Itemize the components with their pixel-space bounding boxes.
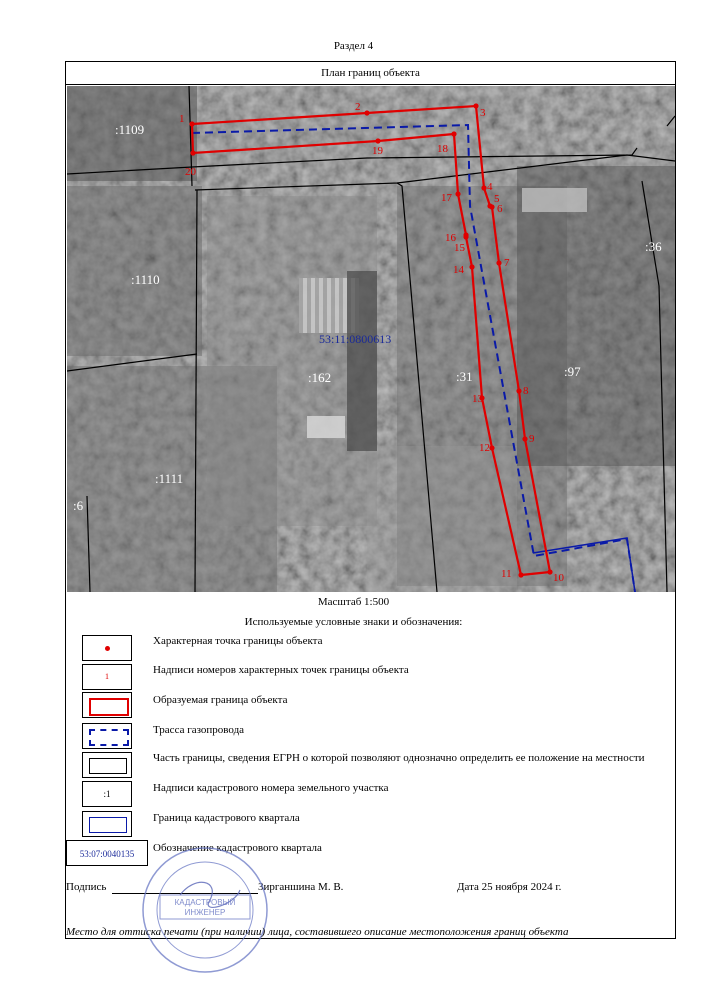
legend-text: Надписи номеров характерных точек границы объекта: [153, 664, 409, 676]
legend-text: Надписи кадастрового номера земельного участка: [153, 782, 389, 794]
legend-point-symbol: [82, 635, 132, 661]
stamp-place-note: Место для оттиска печати (при наличии) лица, составившего описание местоположения границ объекта: [66, 926, 569, 938]
legend-quarter-number-symbol: [66, 840, 148, 866]
map-svg: [67, 86, 675, 592]
building-roof: [347, 271, 377, 451]
boundary-point-marker: [364, 110, 369, 115]
parcel-label: :1111: [155, 471, 184, 486]
legend-point-label-symbol: [82, 664, 132, 690]
map-scale: Масштаб 1:500: [317, 596, 390, 608]
svg-text:КАДАСТРОВЫЙ: КАДАСТРОВЫЙ: [174, 898, 236, 907]
parcel-label: :31: [456, 369, 473, 384]
boundary-point-marker: [469, 264, 474, 269]
parcel-label: :6: [73, 498, 84, 513]
legend-title: Используемые условные знаки и обозначения:: [244, 616, 463, 628]
boundary-point-marker: [190, 150, 195, 155]
point-label: 6: [497, 203, 503, 215]
legend-text: Трасса газопровода: [153, 724, 245, 736]
boundary-point-marker: [481, 185, 486, 190]
legend-sample: 53:07:0040135: [79, 849, 135, 859]
point-label: 17: [441, 192, 452, 204]
point-label: 14: [453, 264, 464, 276]
point-label: 1: [179, 113, 185, 125]
point-label: 15: [454, 242, 465, 254]
legend-sample: 1: [105, 672, 109, 681]
boundary-point-marker: [463, 232, 468, 237]
point-label: 18: [437, 143, 448, 155]
boundary-point-marker: [489, 445, 494, 450]
point-label: 3: [480, 107, 486, 119]
signature-date: Дата 25 ноября 2024 г.: [457, 881, 562, 893]
legend-text: Граница кадастрового квартала: [153, 812, 300, 824]
point-label: 8: [523, 385, 529, 397]
legend-egrn-boundary-symbol: [82, 752, 132, 778]
boundary-point-marker: [522, 436, 527, 441]
legend-formed-boundary-symbol: [82, 692, 132, 718]
point-label: 11: [501, 568, 512, 580]
boundary-point-marker: [189, 121, 194, 126]
signature-label: Подпись: [66, 881, 107, 893]
quarter-number-label: 53:11:0800613: [319, 332, 392, 346]
boundary-point-marker: [516, 388, 521, 393]
point-label: 16: [445, 232, 456, 244]
legend-quarter-boundary-symbol: [82, 811, 132, 837]
point-label: 12: [479, 442, 490, 454]
svg-text:ИНЖЕНЕР: ИНЖЕНЕР: [184, 908, 226, 917]
boundary-point-marker: [489, 204, 494, 209]
legend-text: Характерная точка границы объекта: [153, 635, 323, 647]
point-label: 5: [494, 193, 500, 205]
parcel-label: :1109: [115, 122, 145, 137]
point-label: 7: [504, 257, 510, 269]
legend-parcel-number-symbol: [82, 781, 132, 807]
building-roof: [307, 416, 345, 438]
point-marker-icon: [105, 646, 110, 651]
seal-stamp: [140, 845, 270, 975]
plan-title: План границ объекта: [65, 61, 676, 85]
point-label: 2: [355, 101, 361, 113]
legend-text: Обозначение кадастрового квартала: [153, 842, 322, 854]
boundary-plan-map: [67, 86, 675, 592]
boundary-point-marker: [518, 572, 523, 577]
legend-gas-pipeline-symbol: [82, 723, 132, 749]
point-label: 4: [487, 181, 493, 193]
legend-text: Часть границы, сведения ЕГРН о которой позволяют однозначно определить ее положение на местности: [153, 752, 645, 764]
legend-sample: :1: [103, 789, 111, 799]
parcel-label: :36: [645, 239, 662, 254]
legend-text: Образуемая граница объекта: [153, 694, 288, 706]
parcel-label: :162: [308, 370, 332, 385]
engineer-name: Зирганшина М. В.: [258, 881, 344, 893]
point-label: 9: [529, 433, 535, 445]
section-title: Раздел 4: [333, 40, 374, 52]
boundary-point-marker: [375, 138, 380, 143]
building-roof: [522, 188, 587, 212]
boundary-point-marker: [473, 103, 478, 108]
point-label: 13: [472, 393, 483, 405]
point-label: 10: [553, 572, 564, 584]
parcel-label: :97: [564, 364, 581, 379]
point-label: 19: [372, 145, 383, 157]
point-label: 20: [185, 166, 196, 178]
boundary-point-marker: [451, 131, 456, 136]
boundary-point-marker: [547, 569, 552, 574]
boundary-point-marker: [455, 191, 460, 196]
boundary-point-marker: [496, 260, 501, 265]
parcel-label: :1110: [131, 272, 160, 287]
